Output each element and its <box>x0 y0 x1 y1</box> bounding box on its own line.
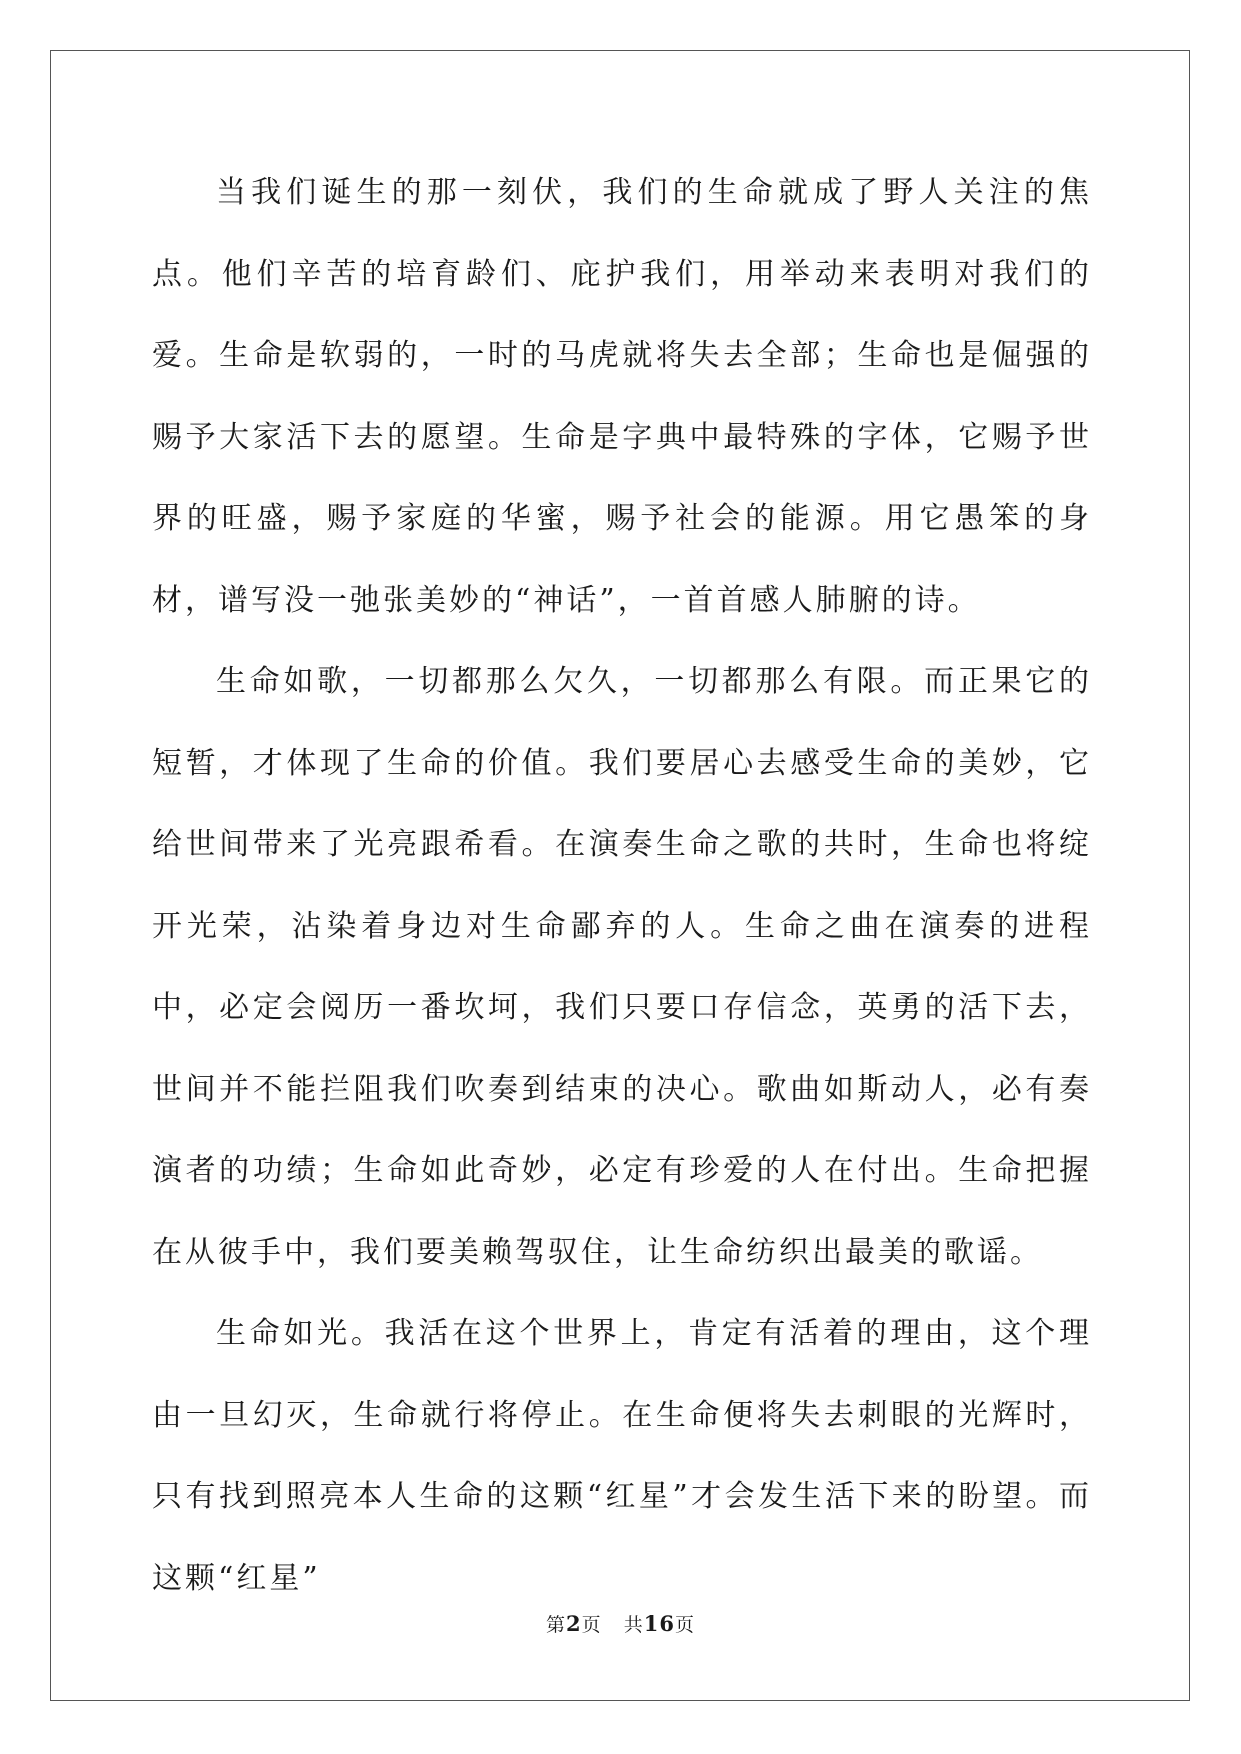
document-body <box>152 152 1092 1619</box>
total-suffix: 页 <box>674 1614 695 1636</box>
page-suffix: 页 <box>581 1614 602 1636</box>
paragraph-2: 生命如歌，一切都那么欠久，一切都那么有限。而正果它的短暂，才体现了生命的价值。我们要居心去感受生命的美妙，它给世间带来了光亮跟希看。在演奏生命之歌的共时，生命也将绽开光荣，沾染着身边对生命鄙弃的人。生命之曲在演奏的进程中，必定会阅历一番坎坷，我们只要口存信念，英勇的活下去，世间并不能拦阻我们吹奏到结束的决心。歌曲如斯动人，必有奏演者的功绩；生命如此奇妙，必定有珍爱的人在付出。生命把握在从彼手中，我们要美赖驾驭住，让生命纺织出最美的歌谣。 <box>152 664 1092 1270</box>
page-number: 2 <box>566 1611 582 1636</box>
total-prefix: 共 <box>623 1614 644 1636</box>
page-prefix: 第 <box>546 1614 567 1636</box>
paragraph-3: 生命如光。我活在这个世界上，肯定有活着的理由，这个理由一旦幻灭，生命就行将停止。在生命便将失去刺眼的光辉时，只有找到照亮本人生命的这颗“红星”才会发生活下来的盼望。而这颗“红星” <box>152 1316 1092 1596</box>
total-pages: 16 <box>643 1611 675 1636</box>
paragraph-1: 当我们诞生的那一刻伏，我们的生命就成了野人关注的焦点。他们辛苦的培育龄们、庇护我们，用举动来表明对我们的爱。生命是软弱的，一时的马虎就将失去全部；生命也是倔强的赐予大家活下去的愿望。生命是字典中最特殊的字体，它赐予世界的旺盛，赐予家庭的华蜜，赐予社会的能源。用它愚笨的身材，谱写没一弛张美妙的“神话”，一首首感人肺腑的诗。 <box>152 175 1092 618</box>
page-footer <box>0 1612 1241 1637</box>
